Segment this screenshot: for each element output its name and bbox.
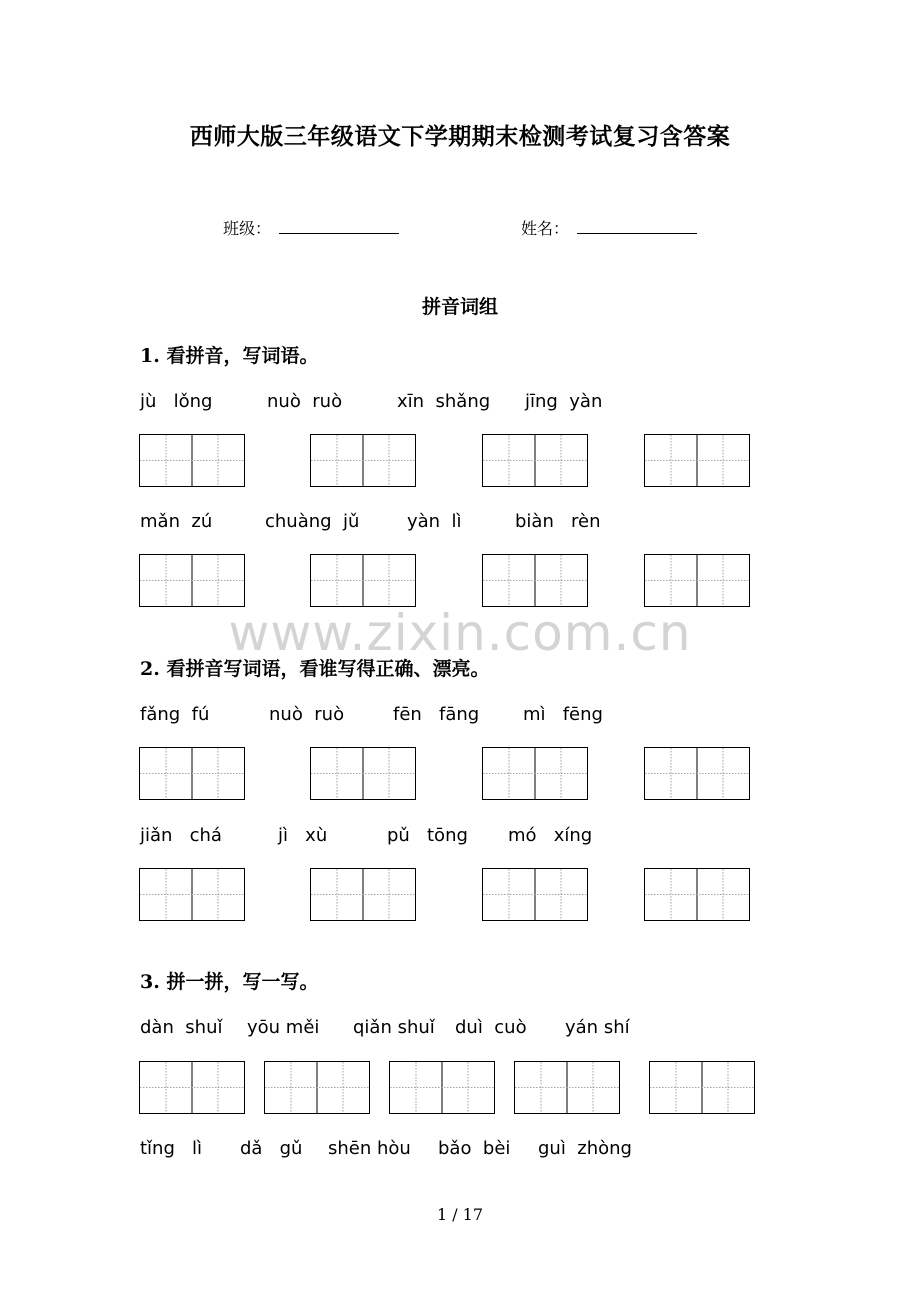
writing-box[interactable] <box>310 554 416 607</box>
writing-box[interactable] <box>139 1061 245 1114</box>
tianzige-grid <box>140 1062 244 1113</box>
name-blank-line <box>577 233 697 234</box>
pinyin-q2-r1-2: nuò ruò <box>269 704 345 725</box>
writing-box[interactable] <box>644 868 750 921</box>
writing-box[interactable] <box>644 434 750 487</box>
pinyin-q3-r2-2: dǎ gǔ <box>240 1138 303 1159</box>
tianzige-grid <box>645 869 749 920</box>
writing-box[interactable] <box>649 1061 755 1114</box>
tianzige-grid <box>515 1062 619 1113</box>
tianzige-grid <box>650 1062 754 1113</box>
tianzige-grid <box>140 748 244 799</box>
tianzige-grid <box>645 555 749 606</box>
pinyin-q3-r2-3: shēn hòu <box>328 1138 411 1159</box>
writing-box[interactable] <box>644 747 750 800</box>
tianzige-grid <box>483 555 587 606</box>
class-label: 班级： <box>223 219 272 238</box>
pinyin-q3-r2-1: tǐng lì <box>140 1138 203 1159</box>
pinyin-q3-r1-5: yán shí <box>565 1017 630 1038</box>
pinyin-q1-r1-2: nuò ruò <box>267 391 343 412</box>
page-number: 1 / 17 <box>436 1205 484 1224</box>
pinyin-q2-r1-3: fēn fāng <box>393 704 480 725</box>
tianzige-grid <box>311 555 415 606</box>
class-blank-line <box>279 233 399 234</box>
pinyin-q2-r2-4: mó xíng <box>508 825 593 846</box>
pinyin-q3-r1-2: yōu měi <box>247 1017 320 1038</box>
question-2-title: 2. 看拼音写词语，看谁写得正确、漂亮。 <box>140 658 490 680</box>
pinyin-q3-r1-3: qiǎn shuǐ <box>353 1017 435 1038</box>
writing-box[interactable] <box>310 434 416 487</box>
watermark: www.zixin.com.cn <box>228 604 692 662</box>
pinyin-q3-r2-4: bǎo bèi <box>438 1138 511 1159</box>
pinyin-q1-r1-4: jīng yàn <box>525 391 603 412</box>
writing-box[interactable] <box>644 554 750 607</box>
tianzige-grid <box>645 748 749 799</box>
writing-box[interactable] <box>139 554 245 607</box>
question-1-title: 1. 看拼音，写词语。 <box>140 345 319 367</box>
tianzige-grid <box>311 435 415 486</box>
pinyin-q1-r2-1: mǎn zú <box>140 511 213 532</box>
tianzige-grid <box>140 555 244 606</box>
pinyin-q3-r2-5: guì zhòng <box>538 1138 632 1159</box>
tianzige-grid <box>483 435 587 486</box>
pinyin-q2-r2-3: pǔ tōng <box>387 825 468 846</box>
pinyin-q2-r1-1: fǎng fú <box>140 704 210 725</box>
pinyin-q3-r1-1: dàn shuǐ <box>140 1017 223 1038</box>
writing-box[interactable] <box>482 868 588 921</box>
writing-box[interactable] <box>310 868 416 921</box>
tianzige-grid <box>645 435 749 486</box>
tianzige-grid <box>311 748 415 799</box>
document-title: 西师大版三年级语文下学期期末检测考试复习含答案 <box>189 123 731 150</box>
tianzige-grid <box>140 869 244 920</box>
writing-box[interactable] <box>482 434 588 487</box>
pinyin-q3-r1-4: duì cuò <box>455 1017 527 1038</box>
tianzige-grid <box>483 748 587 799</box>
pinyin-q2-r1-4: mì fēng <box>523 704 603 725</box>
tianzige-grid <box>265 1062 369 1113</box>
pinyin-q1-r1-1: jù lǒng <box>140 391 213 412</box>
pinyin-q1-r2-3: yàn lì <box>407 511 462 532</box>
tianzige-grid <box>140 435 244 486</box>
writing-box[interactable] <box>139 747 245 800</box>
writing-box[interactable] <box>310 747 416 800</box>
pinyin-q2-r2-2: jì xù <box>278 825 328 846</box>
section-title: 拼音词组 <box>421 296 498 318</box>
pinyin-q1-r2-4: biàn rèn <box>515 511 601 532</box>
question-3-title: 3. 拼一拼，写一写。 <box>140 971 319 993</box>
writing-box[interactable] <box>139 868 245 921</box>
writing-box[interactable] <box>264 1061 370 1114</box>
writing-box[interactable] <box>389 1061 495 1114</box>
tianzige-grid <box>390 1062 494 1113</box>
pinyin-q2-r2-1: jiǎn chá <box>140 825 222 846</box>
writing-box[interactable] <box>139 434 245 487</box>
tianzige-grid <box>483 869 587 920</box>
pinyin-q1-r1-3: xīn shǎng <box>397 391 491 412</box>
tianzige-grid <box>311 869 415 920</box>
pinyin-q1-r2-2: chuàng jǔ <box>265 511 360 532</box>
writing-box[interactable] <box>482 747 588 800</box>
name-label: 姓名： <box>521 219 570 238</box>
writing-box[interactable] <box>514 1061 620 1114</box>
writing-box[interactable] <box>482 554 588 607</box>
